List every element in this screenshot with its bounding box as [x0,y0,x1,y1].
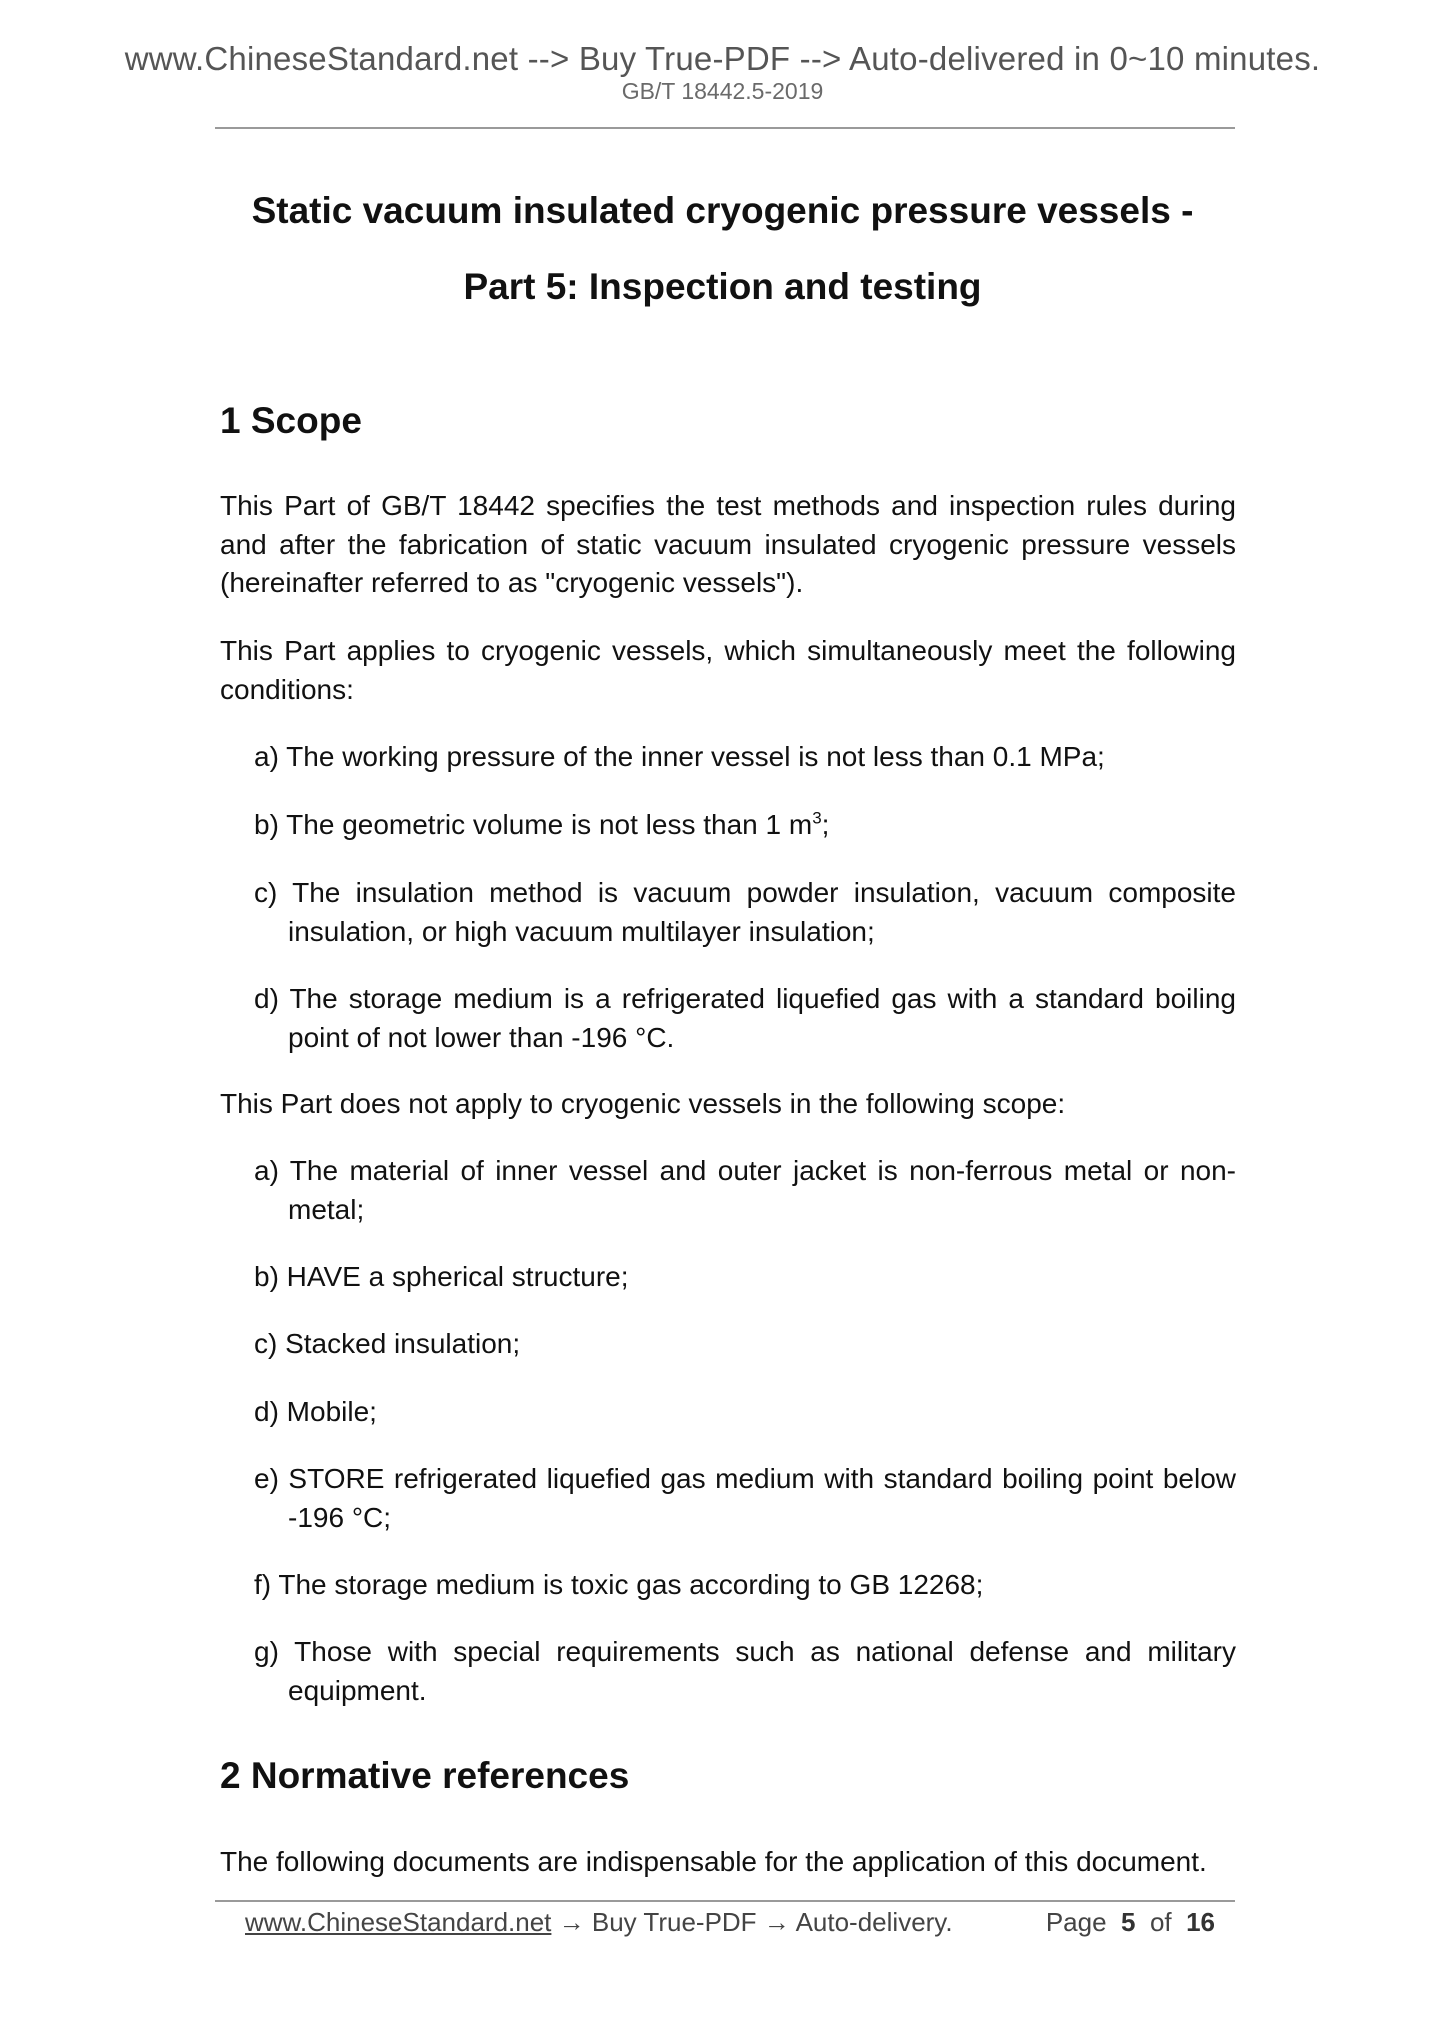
section-heading-normative-references: 2 Normative references [220,1755,630,1796]
of-label: of [1149,1907,1172,1937]
page-total: 16 [1186,1907,1215,1937]
excludes-item-c: c) Stacked insulation; [254,1328,521,1359]
excludes-item-a: a) The material of inner vessel and outer jacket is non-ferrous metal or non-metal; [254,1155,1236,1225]
page-number: 5 [1121,1907,1136,1937]
document-title-line1: Static vacuum insulated cryogenic pressure vessels - [251,190,1194,231]
excludes-item-g: g) Those with special requirements such as national defense and military equipment. [254,1636,1236,1706]
header-divider [215,127,1235,129]
document-title-line2: Part 5: Inspection and testing [463,266,982,307]
excludes-item-e: e) STORE refrigerated liquefied gas medium with standard boiling point below -196 °C; [254,1463,1236,1533]
footer-site-link[interactable]: www.ChineseStandard.net [245,1907,552,1937]
header-banner: www.ChineseStandard.net --> Buy True-PDF --> Auto-delivered in 0~10 minutes. [124,40,1321,77]
applies-item-a: a) The working pressure of the inner vessel is not less than 0.1 MPa; [254,741,1105,772]
page-footer [245,1902,1215,1942]
superscript-3: 3 [812,808,822,828]
excludes-item-d: d) Mobile; [254,1396,377,1427]
applies-item-b-end: ; [821,809,830,840]
applies-item-b-text: b) The geometric volume is not less than 1 m [254,809,813,840]
page-indicator [1046,1902,1215,1942]
excludes-item-b: b) HAVE a spherical structure; [254,1261,629,1292]
scope-paragraph-3: This Part does not apply to cryogenic vessels in the following scope: [220,1088,1066,1119]
applies-item-b [254,806,1236,845]
applies-item-c: c) The insulation method is vacuum powder insulation, vacuum composite insulation, or high vacuum multilayer insulation; [254,877,1236,947]
scope-paragraph-2: This Part applies to cryogenic vessels, which simultaneously meet the following conditions: [220,635,1236,705]
applies-item-d: d) The storage medium is a refrigerated liquefied gas with a standard boiling point of not lower than -196 °C. [254,983,1236,1053]
page-label: Page [1045,1907,1107,1937]
footer-text: → Buy True-PDF → Auto-delivery. [551,1907,953,1937]
normative-paragraph-1: The following documents are indispensable for the application of this document. [220,1846,1207,1877]
excludes-item-f: f) The storage medium is toxic gas according to GB 12268; [254,1569,984,1600]
scope-paragraph-1: This Part of GB/T 18442 specifies the test methods and inspection rules during and after the fabrication of static vacuum insulated cryogenic pressure vessels (hereinafter referred to as "cryogenic vessels"). [220,490,1236,598]
standard-id: GB/T 18442.5-2019 [621,78,824,104]
section-heading-scope: 1 Scope [220,400,362,441]
